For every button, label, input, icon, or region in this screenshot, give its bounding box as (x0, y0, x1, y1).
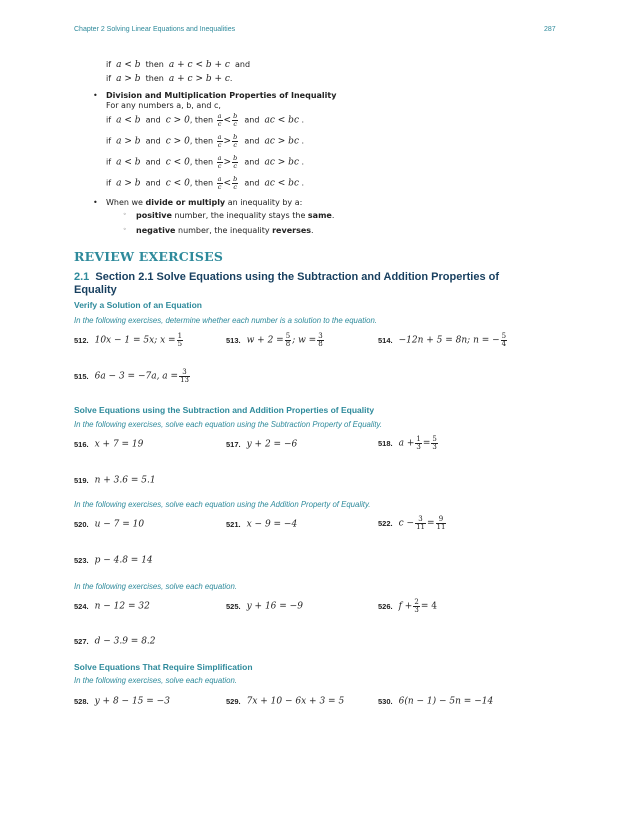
review-exercises-title: REVIEW EXERCISES (74, 249, 224, 264)
exercise-522: 522. c − $\frac{3}{11}$ = $\frac{9}{11}$ (378, 515, 446, 531)
simplification-title: Solve Equations That Require Simplification (74, 662, 253, 672)
bullet-dot: • (93, 198, 98, 207)
positive-rule: positive number, the inequality stays the same. (136, 211, 335, 220)
addition-rule-2: if a > b then a + c > b + c. (106, 74, 233, 84)
division-property-title: Division and Multiplication Properties of Inequality (106, 91, 337, 100)
exercise-517: 517. y + 2 = −6 (226, 439, 298, 450)
exercise-516: 516. x + 7 = 19 (74, 439, 144, 450)
exercise-520: 520. u − 7 = 10 (74, 519, 145, 530)
subtraction-instructions: In the following exercises, solve each equation using the Subtraction Property of Equality. (74, 420, 383, 429)
exercise-530: 530. 6(n − 1) − 5n = −14 (378, 696, 494, 707)
solve-instructions: In the following exercises, solve each equation. (74, 582, 237, 591)
exercise-526: 526. f + $\frac{2}{3}$ = 4 (378, 598, 437, 614)
verify-instructions: In the following exercises, determine whether each number is a solution to the equation. (74, 316, 377, 325)
exercise-519: 519. n + 3.6 = 5.1 (74, 475, 156, 486)
sub-bullet-circle: ◦ (123, 211, 127, 218)
division-rule-row: if a > b and c < 0, then $\frac{a}{c}$ < $\frac{b}{c}$ and ac < bc . (106, 175, 305, 191)
exercise-521: 521. x − 9 = −4 (226, 519, 298, 530)
exercise-524: 524. n − 12 = 32 (74, 601, 150, 612)
exercise-523: 523. p − 4.8 = 14 (74, 555, 153, 566)
division-rule-row: if a < b and c < 0, then $\frac{a}{c}$ > $\frac{b}{c}$ and ac > bc . (106, 154, 305, 170)
section-heading: 2.1 Section 2.1 Solve Equations using the Subtraction and Addition Properties of Equality (74, 271, 500, 296)
verify-solution-title: Verify a Solution of an Equation (74, 300, 202, 310)
exercise-525: 525. y + 16 = −9 (226, 601, 303, 612)
exercise-513: 513. w + 2 = $\frac{5}{8}$ ; w = $\frac{3}{8}$ (226, 332, 323, 348)
solve-sub-add-title: Solve Equations using the Subtraction and Addition Properties of Equality (74, 405, 375, 415)
exercise-527: 527. d − 3.9 = 8.2 (74, 636, 156, 647)
exercise-529: 529. 7x + 10 − 6x + 3 = 5 (226, 696, 345, 707)
division-rule-row: if a < b and c > 0, then $\frac{a}{c}$ < $\frac{b}{c}$ and ac < bc . (106, 112, 305, 128)
sub-bullet-circle: ◦ (123, 226, 127, 233)
exercise-515: 515. 6a − 3 = −7a, a = $\frac{3}{13}$ (74, 368, 189, 384)
addition-instructions: In the following exercises, solve each equation using the Addition Property of Equality. (74, 500, 371, 509)
simplification-instructions: In the following exercises, solve each equation. (74, 676, 237, 685)
running-header: Chapter 2 Solving Linear Equations and Inequalities (74, 26, 236, 33)
divide-multiply-note: When we divide or multiply an inequality by a: (106, 198, 303, 207)
bullet-dot: • (93, 91, 98, 100)
exercise-514: 514. −12n + 5 = 8n; n = − $\frac{5}{4}$ (378, 332, 507, 348)
addition-rule-1: if a < b then a + c < b + c and (106, 60, 251, 70)
division-property-intro: For any numbers a, b, and c, (106, 101, 221, 110)
exercise-528: 528. y + 8 − 15 = −3 (74, 696, 170, 707)
exercise-518: 518. a + $\frac{1}{3}$ = $\frac{5}{3}$ (378, 435, 437, 451)
division-rule-row: if a > b and c > 0, then $\frac{a}{c}$ > $\frac{b}{c}$ and ac > bc . (106, 133, 305, 149)
page-number: 287 (544, 26, 556, 33)
negative-rule: negative number, the inequality reverses. (136, 226, 314, 235)
exercise-512: 512. 10x − 1 = 5x; x = $\frac{1}{5}$ (74, 332, 183, 348)
